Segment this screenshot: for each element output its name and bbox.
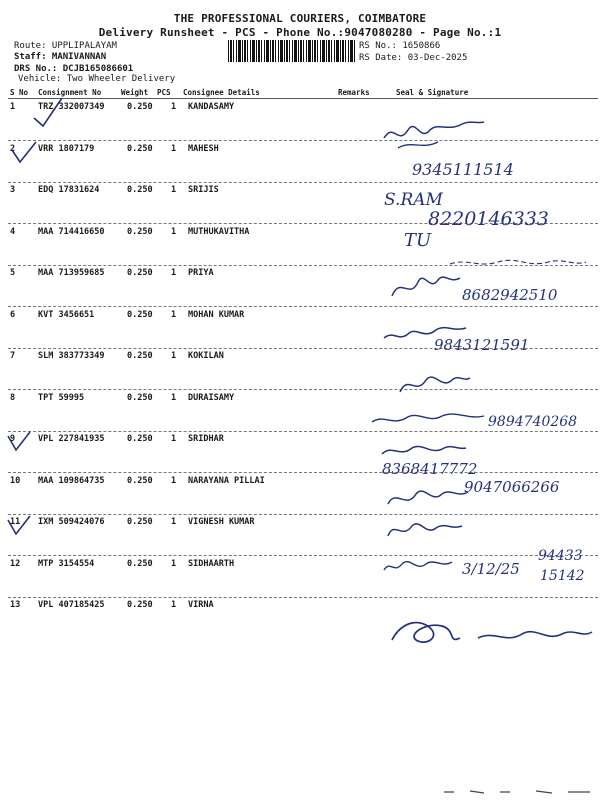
handwritten-code-12a: 94433 <box>538 548 583 564</box>
handwritten-phone-10: 9047066266 <box>464 478 560 496</box>
signature-7 <box>394 366 474 400</box>
row-weight: 0.250 <box>127 434 153 444</box>
row-separator <box>8 431 598 432</box>
tick-mark-11 <box>6 512 34 540</box>
row-consignment-no: TPT 59995 <box>38 392 85 403</box>
col-signature: Seal & Signature <box>396 88 469 97</box>
staff-label: Staff: MANIVANNAN <box>14 52 107 62</box>
row-separator <box>8 306 598 307</box>
row-pcs: 1 <box>171 268 177 278</box>
row-weight: 0.250 <box>127 475 153 486</box>
handwritten-phone-1: 9345111514 <box>412 160 514 179</box>
row-sno: 12 <box>10 558 21 569</box>
barcode <box>228 40 356 62</box>
row-consignee: SRIDHAR <box>188 434 224 444</box>
row-pcs: 1 <box>171 558 177 569</box>
signature-5 <box>386 266 466 306</box>
row-consignment-no: VPL 227841935 <box>38 434 105 444</box>
row-consignment-no: MTP 3154554 <box>38 558 95 569</box>
row-weight: 0.250 <box>127 143 153 154</box>
row-separator <box>8 182 598 183</box>
col-weight: Weight <box>121 88 149 97</box>
row-sno: 7 <box>10 351 16 361</box>
row-sno: 8 <box>10 392 16 403</box>
row-pcs: 1 <box>171 185 177 195</box>
drs-number: DRS No.: DCJB165086601 <box>14 64 134 74</box>
vehicle-label: Vehicle: Two Wheeler Delivery <box>18 74 176 84</box>
row-consignee: MOHAN KUMAR <box>188 309 245 320</box>
row-consignee: VIGNESH KUMAR <box>188 517 255 527</box>
signature-13 <box>386 610 596 656</box>
row-weight: 0.250 <box>127 392 153 403</box>
row-consignment-no: MAA 109864735 <box>38 475 105 486</box>
row-consignee: SRIJIS <box>188 185 219 195</box>
row-consignment-no: EDQ 17831624 <box>38 185 100 195</box>
row-consignment-no: IXM 509424076 <box>38 517 105 527</box>
signature-8 <box>368 404 488 432</box>
row-sno: 10 <box>10 475 21 486</box>
row-weight: 0.250 <box>127 102 153 112</box>
company-name: THE PROFESSIONAL COURIERS, COIMBATORE <box>173 12 427 25</box>
col-consignee: Consignee Details <box>183 88 260 97</box>
row-consignment-no: VPL 407185425 <box>38 600 105 610</box>
row-sno: 13 <box>10 600 21 610</box>
row-sno: 11 <box>10 517 21 527</box>
tick-mark-9 <box>6 428 34 456</box>
signature-9 <box>378 438 468 462</box>
signature-1 <box>378 112 488 152</box>
row-consignee: MAHESH <box>188 143 219 154</box>
handwritten-code-12b: 15142 <box>540 568 585 584</box>
rs-date: RS Date: 03-Dec-2025 <box>359 53 468 63</box>
scribble-5 <box>448 254 588 272</box>
tick-mark-1 <box>30 96 64 128</box>
handwritten-phone-6: 9843121591 <box>434 336 530 354</box>
row-consignment-no: VRR 1807179 <box>38 143 95 154</box>
header-rule <box>8 98 598 99</box>
row-consignee: SIDHAARTH <box>188 558 235 569</box>
tick-mark-2 <box>10 140 38 168</box>
row-consignee: PRIYA <box>188 268 214 278</box>
row-sno: 3 <box>10 185 16 195</box>
row-consignment-no: SLM 383773349 <box>38 351 105 361</box>
handwritten-phone-9: 8368417772 <box>382 460 478 478</box>
row-weight: 0.250 <box>127 351 153 361</box>
row-sno: 5 <box>10 268 16 278</box>
row-consignee: MUTHUKAVITHA <box>188 226 250 237</box>
row-separator <box>8 140 598 141</box>
row-weight: 0.250 <box>127 309 153 320</box>
row-consignee: NARAYANA PILLAI <box>188 475 265 486</box>
row-separator <box>8 472 598 473</box>
signature-12 <box>380 552 456 578</box>
handwritten-name-3: S.RAM <box>384 190 443 210</box>
row-pcs: 1 <box>171 102 177 112</box>
runsheet-subtitle: Delivery Runsheet - PCS - Phone No.:9047080280 - Page No.:1 <box>98 26 502 39</box>
signature-11 <box>384 514 464 544</box>
row-weight: 0.250 <box>127 226 153 237</box>
row-sno: 6 <box>10 309 16 320</box>
row-weight: 0.250 <box>127 600 153 610</box>
row-consignment-no: KVT 3456651 <box>38 309 95 320</box>
row-consignee: KOKILAN <box>188 351 224 361</box>
row-pcs: 1 <box>171 600 177 610</box>
col-pcs: PCS <box>157 88 171 97</box>
row-pcs: 1 <box>171 143 177 154</box>
row-consignee: DURAISAMY <box>188 392 235 403</box>
row-separator <box>8 514 598 515</box>
handwritten-date-12: 3/12/25 <box>462 560 520 578</box>
handwritten-phone-4: 8220146333 <box>428 208 549 230</box>
row-consignee: VIRNA <box>188 600 214 610</box>
signature-10 <box>382 480 472 514</box>
handwritten-phone-5: 8682942510 <box>462 286 558 304</box>
row-weight: 0.250 <box>127 268 153 278</box>
row-sno: 9 <box>10 434 16 444</box>
row-consignment-no: TRZ 332007349 <box>38 102 105 112</box>
col-sno: S No <box>10 88 29 97</box>
route-label: Route: UPPLIPALAYAM <box>14 41 117 51</box>
row-sno: 4 <box>10 226 16 237</box>
row-consignee: KANDASAMY <box>188 102 235 112</box>
row-pcs: 1 <box>171 226 177 237</box>
row-pcs: 1 <box>171 309 177 320</box>
row-sno: 1 <box>10 102 16 112</box>
row-pcs: 1 <box>171 475 177 486</box>
col-remarks: Remarks <box>338 88 370 97</box>
row-weight: 0.250 <box>127 517 153 527</box>
row-pcs: 1 <box>171 517 177 527</box>
row-separator <box>8 555 598 556</box>
row-pcs: 1 <box>171 434 177 444</box>
handwritten-phone-8: 9894740268 <box>488 414 578 430</box>
row-consignment-no: MAA 713959685 <box>38 268 105 278</box>
row-separator <box>8 597 598 598</box>
rs-number: RS No.: 1650866 <box>359 41 441 51</box>
col-consignment: Consignment No <box>38 88 102 97</box>
row-weight: 0.250 <box>127 185 153 195</box>
handwritten-initials-4: TU <box>404 230 432 251</box>
row-consignment-no: MAA 714416650 <box>38 226 105 237</box>
row-pcs: 1 <box>171 351 177 361</box>
scan-noise <box>440 786 600 798</box>
row-separator <box>8 389 598 390</box>
row-sno: 2 <box>10 143 16 154</box>
row-weight: 0.250 <box>127 558 153 569</box>
row-pcs: 1 <box>171 392 177 403</box>
